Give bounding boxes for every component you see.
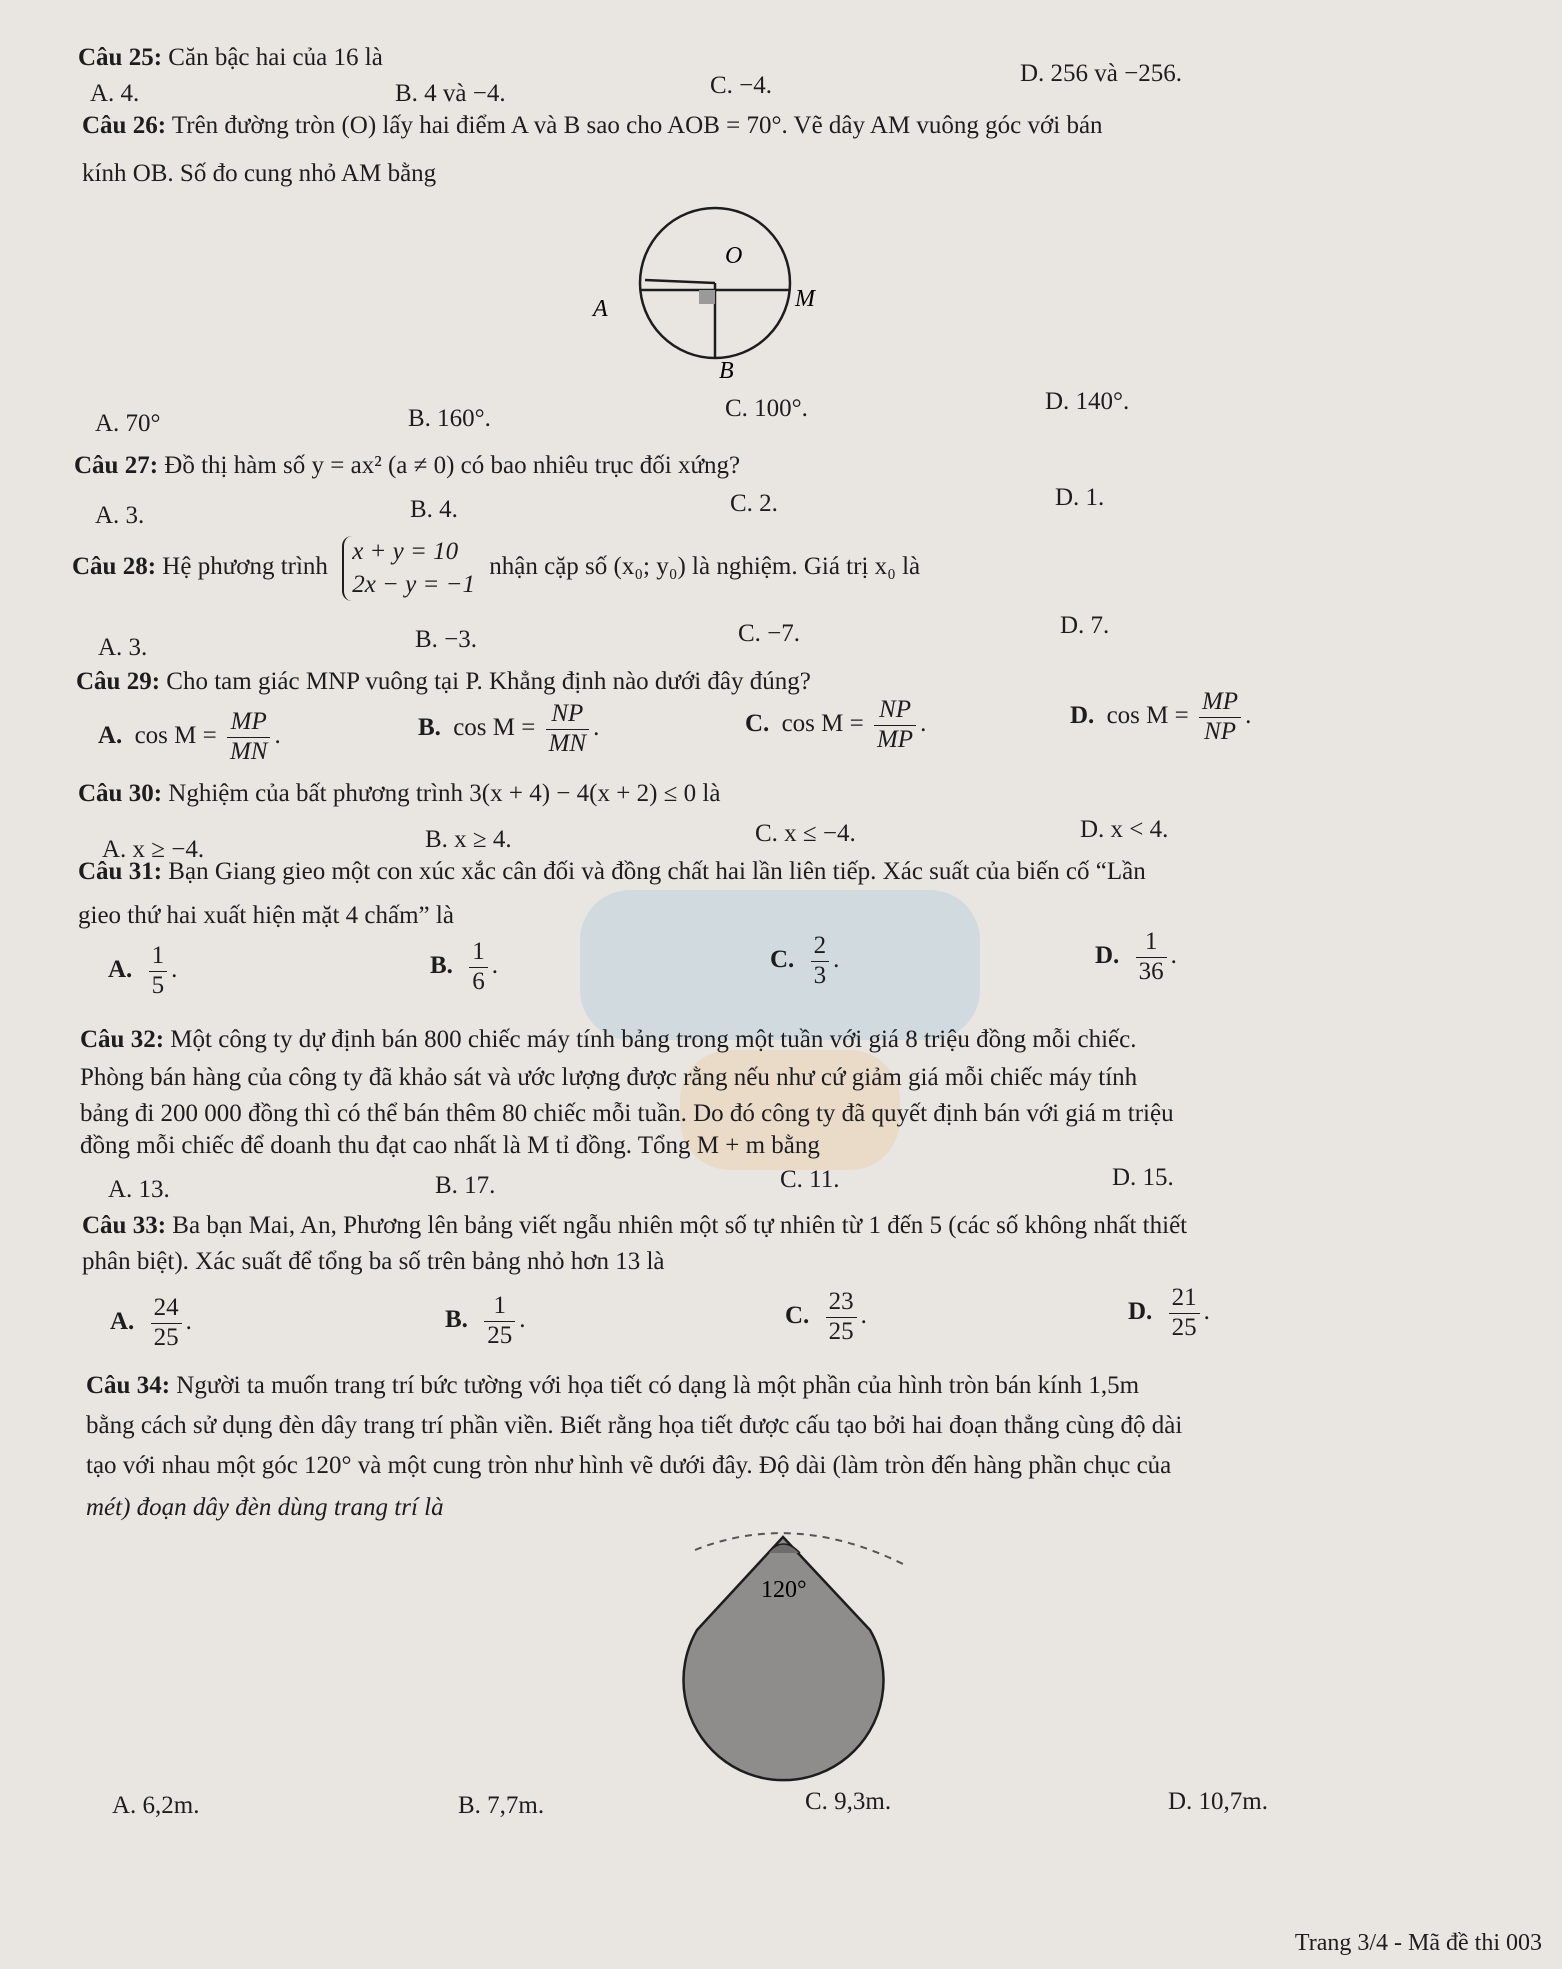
- label-M: M: [795, 286, 815, 312]
- cos-text: cos M =: [1106, 701, 1189, 729]
- question-25: [78, 44, 383, 72]
- question-text-line-2: kính OB. Số đo cung nhỏ AM bằng: [82, 160, 437, 187]
- question-text-line-4: đồng mỗi chiếc để doanh thu đạt cao nhất là M tỉ đồng. Tổng M + m bằng: [80, 1132, 820, 1159]
- question-text: Căn bậc hai của 16 là: [168, 44, 383, 71]
- denominator: 5: [151, 971, 165, 999]
- fraction: [874, 696, 916, 755]
- option-letter: B.: [430, 951, 453, 979]
- question-29: [76, 668, 811, 696]
- question-text-a: Hệ phương trình: [162, 553, 328, 581]
- question-27: [74, 452, 740, 480]
- option-b: B. 7,7m.: [458, 1792, 545, 1819]
- option-letter: D.: [1095, 941, 1120, 969]
- equation-1: x + y = 10: [352, 538, 459, 565]
- denominator: 25: [153, 1323, 179, 1351]
- question-28: [72, 536, 920, 601]
- question-text: Nghiệm của bất phương trình 3(x + 4) − 4(x + 2) ≤ 0 là: [168, 780, 721, 807]
- option-c: C. 100°.: [725, 395, 808, 422]
- option-d: D. 10,7m.: [1168, 1788, 1268, 1815]
- option-d: D. 140°.: [1045, 388, 1130, 415]
- fraction: [546, 700, 590, 759]
- option-c: C. 11.: [780, 1166, 840, 1193]
- question-text-line-3: tạo với nhau một góc 120° và một cung tròn như hình vẽ dưới đây. Độ dài (làm tròn đến hàng phần chục của: [86, 1452, 1172, 1479]
- question-text-line-1: Trên đường tròn (O) lấy hai điểm A và B sao cho AOB = 70°. Vẽ dây AM vuông góc với bán: [171, 112, 1103, 139]
- option-a: A. $\frac{1}{5}$ .: [108, 942, 178, 999]
- equation-2: 2x − y = −1: [352, 570, 475, 598]
- option-a: A. cos M = $\frac{MP}{MN}$ .: [98, 708, 281, 765]
- numerator: 24: [151, 1294, 182, 1324]
- question-label: Câu 27:: [74, 452, 159, 479]
- numerator: 21: [1169, 1284, 1200, 1314]
- fraction: [469, 938, 488, 997]
- option-d: D. 1.: [1055, 484, 1105, 511]
- numerator: MP: [227, 708, 271, 738]
- numerator: 1: [1136, 928, 1167, 958]
- cos-text: cos M =: [781, 709, 864, 737]
- question-text-line-2: gieo thứ hai xuất hiện mặt 4 chấm” là: [78, 902, 454, 929]
- option-c: C. cos M = $\frac{NP}{MP}$ .: [745, 696, 927, 753]
- denominator: MN: [548, 729, 587, 757]
- option-d: D. 256 và −256.: [1020, 60, 1182, 87]
- question-26: [82, 112, 1103, 140]
- option-a: A. x ≥ −4.: [102, 836, 205, 863]
- angle-label: 120°: [761, 1577, 807, 1603]
- option-letter: C.: [785, 1301, 810, 1329]
- option-b: B. 160°.: [408, 405, 491, 432]
- question-text-line-1: Một công ty dự định bán 800 chiếc máy tính bảng trong một tuần với giá 8 triệu đồng mỗi chiếc.: [170, 1026, 1137, 1053]
- fraction: [1169, 1284, 1200, 1343]
- question-text-line-2: Phòng bán hàng của công ty đã khảo sát và ước lượng được rằng nếu như cứ giảm giá mỗi chiếc máy tính: [80, 1064, 1138, 1091]
- option-d: D. $\frac{21}{25}$ .: [1128, 1284, 1210, 1341]
- option-d: D. 7.: [1060, 612, 1110, 639]
- fraction: [484, 1292, 515, 1351]
- option-letter: C.: [770, 945, 795, 973]
- question-32: [80, 1026, 1136, 1054]
- page-footer: Trang 3/4 - Mã đề thi 003: [1294, 1930, 1542, 1956]
- option-d: D. $\frac{1}{36}$ .: [1095, 928, 1177, 985]
- option-b: B. x ≥ 4.: [425, 826, 512, 853]
- numerator: 1: [149, 942, 168, 972]
- fraction: [227, 708, 271, 767]
- option-letter: C.: [745, 709, 770, 737]
- question-label: Câu 28:: [72, 553, 157, 581]
- fraction: [811, 932, 830, 991]
- question-text-line-2: bằng cách sử dụng đèn dây trang trí phần viền. Biết rằng họa tiết được cấu tạo bởi hai đoạn thẳng cùng độ dài: [86, 1412, 1183, 1439]
- numerator: 2: [811, 932, 830, 962]
- option-d: D. 15.: [1112, 1164, 1174, 1191]
- option-a: A. 6,2m.: [112, 1792, 200, 1819]
- option-letter: B.: [418, 713, 441, 741]
- denominator: 25: [1171, 1313, 1197, 1341]
- decoration-pattern-figure: [665, 1525, 935, 1785]
- question-text: Đồ thị hàm số y = ax² (a ≠ 0) có bao nhiêu trục đối xứng?: [164, 452, 741, 479]
- question-text-b: nhận cặp số (x₀; y₀) là nghiệm. Giá trị x₀ là: [489, 553, 921, 581]
- question-text-line-1: Ba bạn Mai, An, Phương lên bảng viết ngẫu nhiên một số tự nhiên từ 1 đến 5 (các số không nhất thiết: [172, 1212, 1188, 1239]
- option-letter: D.: [1070, 701, 1095, 729]
- question-label: Câu 33:: [82, 1212, 167, 1239]
- equation-system: [342, 536, 475, 601]
- option-letter: A.: [108, 955, 133, 983]
- option-b: B. $\frac{1}{6}$ .: [430, 938, 498, 995]
- option-a: A. 13.: [108, 1176, 170, 1203]
- question-text-line-4: mét) đoạn dây đèn dùng trang trí là: [86, 1494, 444, 1521]
- question-label: Câu 26:: [82, 112, 167, 139]
- option-a: A. 3.: [95, 502, 145, 529]
- question-text-line-2: phân biệt). Xác suất để tổng ba số trên bảng nhỏ hơn 13 là: [82, 1248, 665, 1275]
- option-letter: B.: [445, 1305, 468, 1333]
- option-b: B. cos M = $\frac{NP}{MN}$ .: [418, 700, 600, 757]
- numerator: 23: [826, 1288, 857, 1318]
- question-34: [86, 1372, 1139, 1400]
- question-label: Câu 30:: [78, 780, 163, 807]
- question-label: Câu 34:: [86, 1372, 171, 1399]
- question-label: Câu 29:: [76, 668, 161, 695]
- option-b: B. $\frac{1}{25}$ .: [445, 1292, 526, 1349]
- question-text-line-3: bảng đi 200 000 đồng thì có thể bán thêm 80 chiếc mỗi tuần. Do đó công ty đã quyết định bán với giá m triệu: [80, 1100, 1174, 1127]
- fraction: [1136, 928, 1167, 987]
- denominator: 25: [828, 1317, 854, 1345]
- question-text-line-1: Người ta muốn trang trí bức tường với họa tiết có dạng là một phần của hình tròn bán kính 1,5m: [176, 1372, 1140, 1399]
- cos-text: cos M =: [134, 721, 217, 749]
- question-31: [78, 858, 1146, 886]
- denominator: 36: [1138, 957, 1164, 985]
- question-text-line-1: Bạn Giang gieo một con xúc xắc cân đối và đồng chất hai lần liên tiếp. Xác suất của biến cố “Lần: [168, 858, 1146, 885]
- numerator: 1: [484, 1292, 515, 1322]
- denominator: 3: [813, 961, 827, 989]
- option-letter: D.: [1128, 1297, 1153, 1325]
- option-a: A. $\frac{24}{25}$ .: [110, 1294, 192, 1351]
- option-letter: A.: [110, 1307, 135, 1335]
- option-c: C. 9,3m.: [805, 1788, 892, 1815]
- question-label: Câu 31:: [78, 858, 163, 885]
- question-text: Cho tam giác MNP vuông tại P. Khẳng định nào dưới đây đúng?: [166, 668, 811, 695]
- fraction: [826, 1288, 857, 1347]
- denominator: NP: [1204, 717, 1236, 745]
- option-c: C. −7.: [738, 620, 801, 647]
- question-30: [78, 780, 720, 808]
- denominator: MN: [229, 737, 268, 765]
- numerator: MP: [1199, 688, 1241, 718]
- fraction: [151, 1294, 182, 1353]
- circle-diagram-figure: [585, 188, 825, 388]
- numerator: NP: [546, 700, 590, 730]
- option-b: B. 17.: [435, 1172, 496, 1199]
- numerator: 1: [469, 938, 488, 968]
- option-c: C. 2.: [730, 490, 778, 517]
- denominator: MP: [876, 725, 914, 753]
- option-b: B. 4 và −4.: [395, 80, 506, 107]
- option-c: C. −4.: [710, 72, 773, 99]
- fraction: [149, 942, 168, 1001]
- option-letter: A.: [98, 721, 123, 749]
- option-c: C. $\frac{23}{25}$ .: [785, 1288, 867, 1345]
- option-a: A. 4.: [90, 80, 140, 107]
- question-33: [82, 1212, 1187, 1240]
- option-c: C. x ≤ −4.: [755, 820, 856, 847]
- option-a: A. 70°: [95, 410, 161, 437]
- numerator: NP: [874, 696, 916, 726]
- label-O: O: [725, 243, 743, 269]
- question-label: Câu 32:: [80, 1026, 165, 1053]
- cos-text: cos M =: [453, 713, 536, 741]
- option-d: D. x < 4.: [1080, 816, 1169, 843]
- denominator: 25: [487, 1321, 513, 1349]
- option-a: A. 3.: [98, 634, 148, 661]
- label-B: B: [719, 358, 734, 384]
- question-label: Câu 25:: [78, 44, 163, 71]
- label-A: A: [593, 296, 608, 322]
- denominator: 6: [472, 967, 485, 995]
- option-b: B. 4.: [410, 496, 458, 523]
- option-b: B. −3.: [415, 626, 478, 653]
- option-c: C. $\frac{2}{3}$ .: [770, 932, 840, 989]
- fraction: [1199, 688, 1241, 747]
- option-d: D. cos M = $\frac{MP}{NP}$ .: [1070, 688, 1252, 745]
